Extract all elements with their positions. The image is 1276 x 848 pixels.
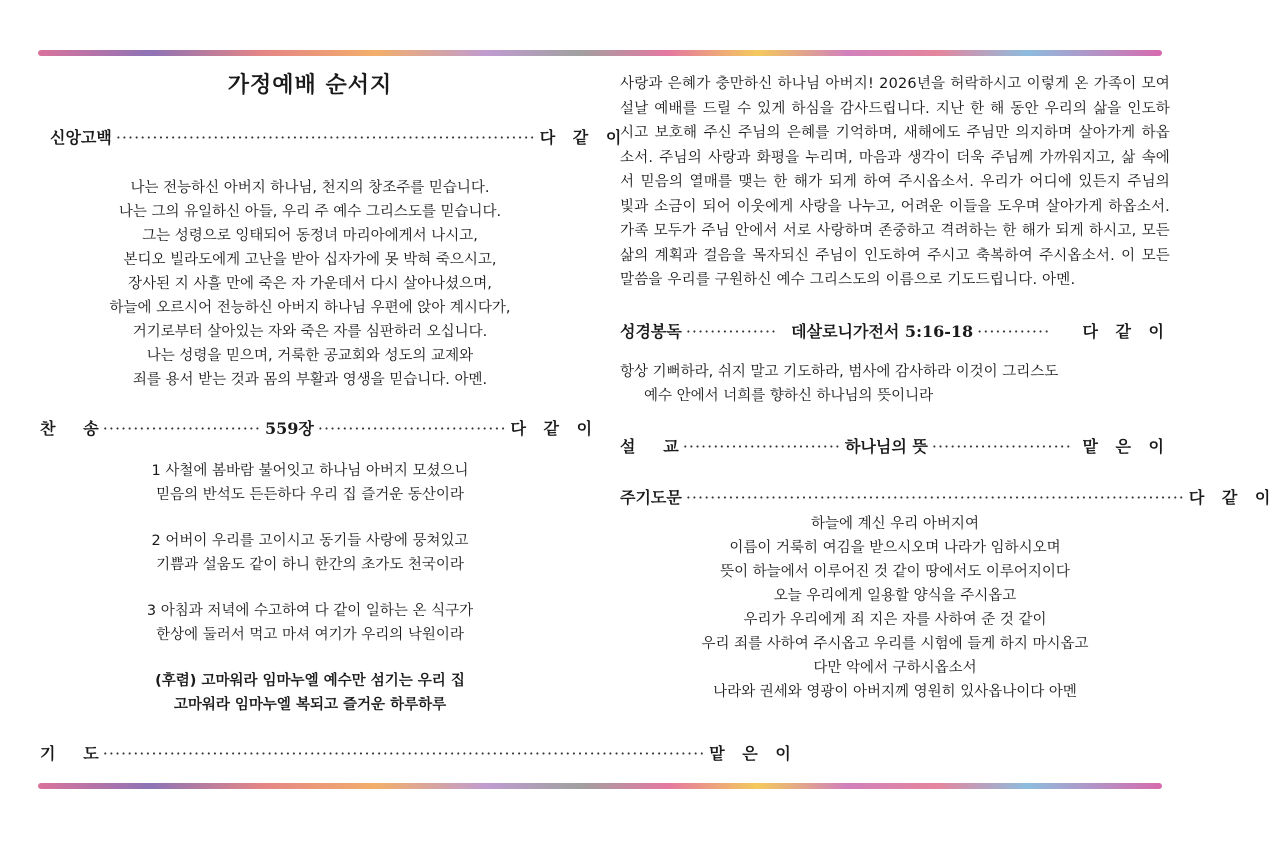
- leader-dots: ··················································································: [685, 487, 1185, 507]
- hymn-verse-line: 1 사철에 봄바람 불어잇고 하나님 아버지 모셨으니: [151, 463, 469, 479]
- creed-line: 나는 전능하신 아버지 하나님, 천지의 창조주를 믿습니다.: [130, 180, 490, 196]
- lords-prayer-line: 나라와 권세와 영광이 아버지께 영원히 있사옵나이다 아멘: [713, 683, 1077, 700]
- scripture-header: [620, 319, 1170, 342]
- lords-prayer-line: 우리 죄를 사하여 주시옵고 우리를 시험에 들게 하지 마시옵고: [701, 635, 1089, 652]
- leader-dots: ··························: [682, 436, 841, 456]
- sermon-leader: 맡 은 이: [1082, 436, 1170, 456]
- prayer-text: 사랑과 은혜가 충만하신 하나님 아버지! 2026년을 허락하시고 이렇게 온 가족이 모여 설날 예배를 드릴 수 있게 하심을 감사드립니다. 지난 한 해 동안 우리의 삶을 인도하시고 보호해 주신 주님의 은혜를 기억하며, 새해에도 주님만 의지하며 살아가게 하옵소서. 주님의 사랑과 화평을 누리며, 마음과 생각이 더욱 주님께 가까워지고, 삶 속에서 믿음의 열매를 맺는 한 해가 되게 하여 주시옵소서. 우리가 어디에 있든지 주님의 빛과 소금이 되어 이웃에게 사랑을 나누고, 어려운 이들을 도우며 살아가게 하옵소서. 가족 모두가 주님 안에서 서로 사랑하며 존중하고 격려하는 한 해가 되게 하시고, 모든 삶의 계획과 걸음을 목자되신 주님이 인도하여 주시고 축복하여 주시옵소서. 이 모든 말씀을 우리를 구원하신 예수 그리스도의 이름으로 기도드립니다. 아멘.: [620, 76, 1170, 288]
- leader-dots: ···································································································: [102, 744, 706, 763]
- leader-dots: ···············: [685, 321, 778, 341]
- lords-prayer-label: 주기도문: [620, 487, 682, 507]
- creed-line: 하늘에 오르시어 전능하신 아버지 하나님 우편에 앉아 계시다가,: [109, 300, 511, 316]
- prayer-leader: 맡 은 이: [709, 744, 797, 763]
- prayer-header: [40, 741, 797, 764]
- leader-dots: ·······························: [317, 419, 507, 438]
- hymn-leader: 다 같 이: [510, 419, 599, 438]
- hymn-refrain-line: (후렴) 고마워라 임마누엘 예수만 섬기는 우리 집: [155, 673, 465, 689]
- scripture-label: 성경봉독: [620, 321, 682, 341]
- creed-line: 나는 성령을 믿으며, 거룩한 공교회와 성도의 교제와: [146, 348, 474, 364]
- hymn-verse-line: 한상에 둘러서 먹고 마셔 여기가 우리의 낙원이라: [156, 627, 464, 643]
- hymn-refrain-line: 고마워라 임마누엘 복되고 즐거운 하루하루: [173, 697, 447, 713]
- page-title: 가정예배 순서지: [227, 72, 393, 98]
- lords-prayer-header: [620, 485, 1276, 508]
- bottom-decorative-stripe: [38, 783, 1162, 789]
- creed-line: 죄를 용서 받는 것과 몸의 부활과 영생을 믿습니다. 아멘.: [132, 372, 488, 388]
- right-column: [620, 72, 1276, 704]
- scripture-line: 예수 안에서 너희를 향하신 하나님의 뜻이니라: [644, 387, 934, 404]
- lords-prayer-line: 우리가 우리에게 죄 지은 자를 사하여 준 것 같이: [743, 611, 1047, 628]
- creed-line: 그는 성령으로 잉태되어 동정녀 마리아에게서 나시고,: [142, 228, 478, 244]
- hymn-number: 559장: [265, 419, 314, 438]
- hymn-verses: [40, 459, 580, 717]
- scripture-line: 항상 기뻐하라, 쉬지 말고 기도하라, 범사에 감사하라 이것이 그리스도: [620, 363, 1059, 380]
- creed-header: [40, 125, 628, 148]
- creed-line: 장사된 지 사흘 만에 죽은 자 가운데서 다시 살아나셨으며,: [128, 276, 492, 292]
- leader-dots: ············: [977, 321, 1051, 341]
- scripture-text: [620, 360, 1170, 408]
- prayer-label: 기 도: [40, 744, 99, 763]
- lords-prayer-line: 이름이 거룩히 여김을 받으시오며 나라가 임하시오며: [729, 539, 1061, 556]
- lords-prayer-line: 하늘에 계신 우리 아버지여: [811, 515, 979, 532]
- sermon-title: 하나님의 뜻: [845, 436, 928, 456]
- lords-prayer-line: 다만 악에서 구하시옵소서: [813, 659, 977, 676]
- creed-line: 본디오 빌라도에게 고난을 받아 십자가에 못 박혀 죽으시고,: [123, 252, 497, 268]
- creed-text: [40, 176, 580, 392]
- hymn-verse-line: 믿음의 반석도 든든하다 우리 집 즐거운 동산이라: [156, 487, 464, 503]
- creed-leader: 다 같 이: [539, 128, 628, 147]
- creed-line: 거기로부터 살아있는 자와 죽은 자를 심판하러 오십니다.: [132, 324, 488, 340]
- top-decorative-stripe: [38, 50, 1162, 56]
- creed-line: 나는 그의 유일하신 아들, 우리 주 예수 그리스도를 믿습니다.: [118, 204, 502, 220]
- hymn-verse-line: 기쁨과 설움도 같이 하니 한간의 초가도 천국이라: [156, 557, 464, 573]
- lords-prayer-line: 오늘 우리에게 일용할 양식을 주시옵고: [773, 587, 1017, 604]
- leader-dots: ·····································································: [115, 128, 536, 147]
- scripture-leader: 다 같 이: [1082, 321, 1171, 341]
- leader-dots: ··························: [102, 419, 261, 438]
- hymn-label: 찬 송: [40, 419, 99, 438]
- leader-dots: ·······················: [931, 436, 1072, 456]
- scripture-reference: 데살로니가전서 5:16-18: [791, 321, 974, 341]
- lords-prayer-line: 뜻이 하늘에서 이루어진 것 같이 땅에서도 이루어지이다: [720, 563, 1070, 580]
- hymn-verse-line: 2 어버이 우리를 고이시고 동기들 사랑에 뭉쳐있고: [151, 533, 469, 549]
- sermon-header: [620, 434, 1170, 457]
- creed-label: 신앙고백: [50, 128, 112, 147]
- hymn-verse-line: 3 아침과 저녁에 수고하여 다 같이 일하는 온 식구가: [146, 603, 474, 619]
- hymn-header: [40, 416, 599, 439]
- sermon-label: 설 교: [620, 436, 679, 456]
- lords-prayer-text: [620, 512, 1170, 704]
- lords-prayer-leader: 다 같 이: [1188, 487, 1276, 507]
